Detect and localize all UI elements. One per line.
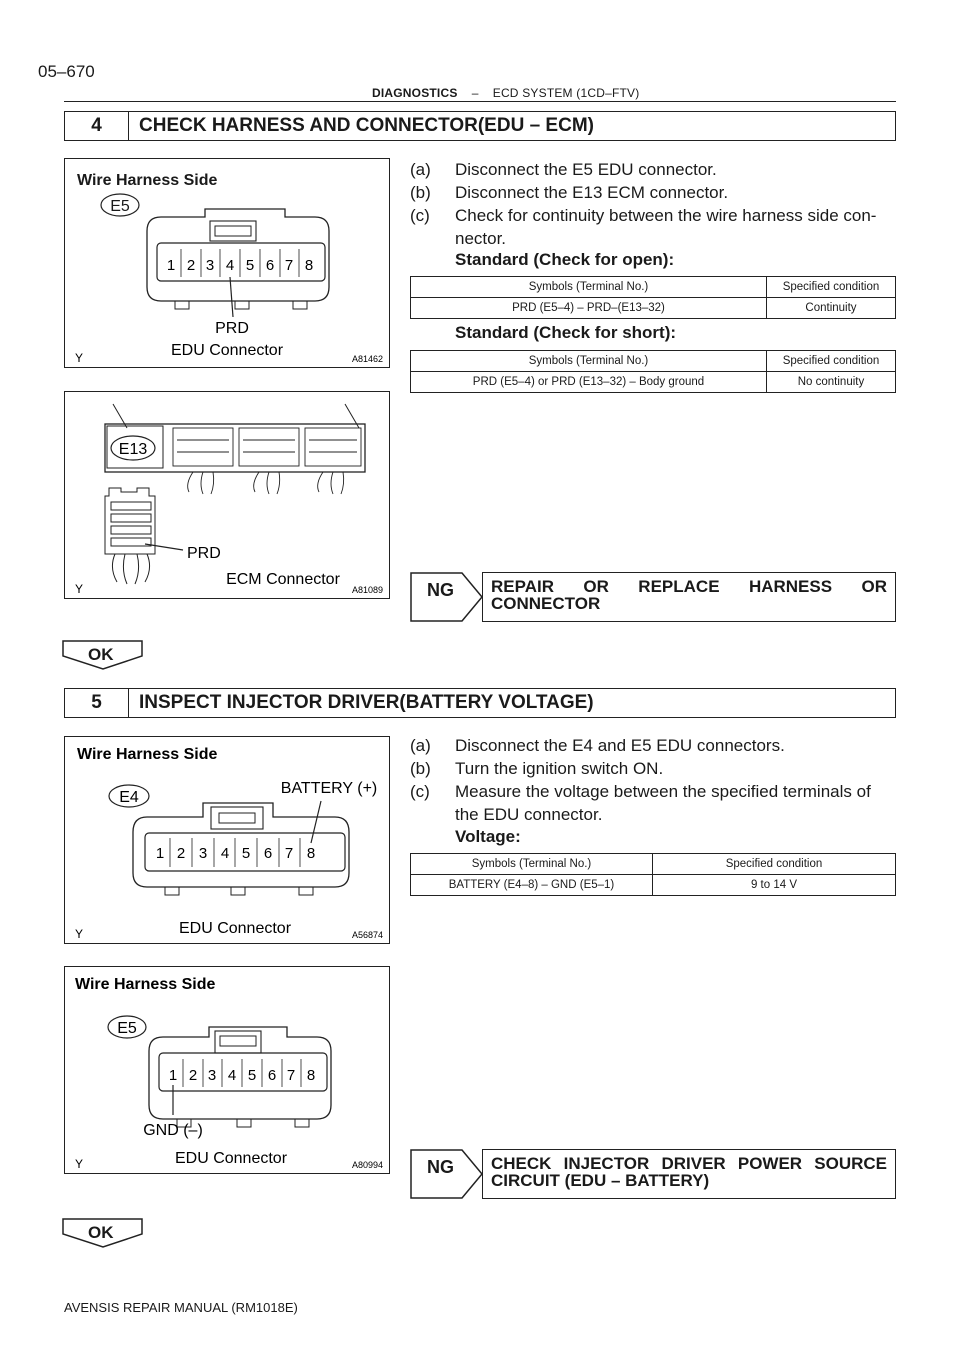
- header-section: DIAGNOSTICS: [372, 86, 458, 100]
- table-row: [411, 875, 896, 896]
- ng-result-step-5: [410, 1149, 896, 1199]
- ecm-connector-caption: ECM Connector: [226, 571, 340, 588]
- battery-terminal-label: BATTERY (+): [280, 780, 378, 797]
- edu-connector-caption: EDU Connector: [178, 920, 292, 937]
- ng-label: NG: [427, 1157, 454, 1177]
- step-5-instructions: [410, 734, 900, 829]
- pin-6: 6: [265, 257, 275, 274]
- instruction-label: (c): [410, 206, 430, 225]
- edu-connector-e4-diagram: [65, 737, 388, 942]
- table-cell: PRD (E5–4) or PRD (E13–32) – Body ground: [411, 372, 767, 393]
- table-check-short: [410, 350, 896, 393]
- table-voltage: [410, 853, 896, 896]
- ng-word: SOURCE: [814, 1154, 887, 1173]
- edu-connector-e5-diagram: [65, 159, 388, 366]
- instruction-label: (b): [410, 759, 431, 778]
- pin-7: 7: [284, 845, 294, 862]
- column-header: Symbols (Terminal No.): [411, 854, 653, 875]
- ecm-connector-e13-diagram: [65, 392, 388, 597]
- pin-7: 7: [286, 1067, 296, 1084]
- instruction-text: Turn the ignition switch ON.: [455, 759, 664, 778]
- header-subsection: ECD SYSTEM (1CD–FTV): [492, 86, 640, 100]
- instruction-label: (c): [410, 782, 430, 801]
- ng-result-step-4: [410, 572, 896, 622]
- edu-connector-e5-gnd-diagram: [65, 967, 388, 1172]
- column-header: Specified condition: [653, 854, 896, 875]
- ng-action-box: [482, 1149, 896, 1199]
- prd-terminal-label: PRD: [215, 320, 249, 337]
- connector-id-e5: E5: [117, 1020, 137, 1037]
- column-header: Symbols (Terminal No.): [411, 351, 767, 372]
- figure-mark: Y: [75, 927, 84, 941]
- header-separator: –: [471, 86, 479, 100]
- figure-mark: Y: [75, 1157, 84, 1171]
- standard-short-heading: Standard (Check for short):: [455, 323, 677, 342]
- ok-result-step-5: [62, 1218, 144, 1253]
- instruction-label: (a): [410, 736, 431, 755]
- figure-edu-connector-e5: [64, 158, 390, 368]
- step-4-title: CHECK HARNESS AND CONNECTOR(EDU – ECM): [139, 115, 594, 136]
- pin-6: 6: [263, 845, 273, 862]
- instruction-label: (a): [410, 160, 431, 179]
- figure-code: A56874: [351, 930, 383, 940]
- step-4-number: 4: [65, 112, 129, 140]
- instruction-text: Disconnect the E13 ECM connector.: [455, 183, 729, 202]
- table-cell: No continuity: [767, 372, 896, 393]
- pin-3: 3: [207, 1067, 217, 1084]
- pin-8: 8: [304, 257, 314, 274]
- figure-mark: Y: [75, 351, 84, 365]
- pin-8: 8: [306, 1067, 316, 1084]
- page-number: 05–670: [38, 62, 95, 81]
- ok-result-step-4: [62, 640, 144, 675]
- table-cell: 9 to 14 V: [653, 875, 896, 896]
- column-header: Specified condition: [767, 277, 896, 298]
- prd-terminal-label-ecm: PRD: [187, 545, 221, 562]
- gnd-terminal-label: GND (–): [143, 1122, 203, 1139]
- instruction-text: Measure the voltage between the specified terminals of: [455, 782, 871, 801]
- standard-open-heading: Standard (Check for open):: [455, 250, 675, 269]
- page-header: [372, 86, 639, 100]
- instruction-b: [410, 181, 900, 204]
- table-row: [411, 298, 896, 319]
- ng-word: POWER: [737, 1154, 803, 1173]
- edu-connector-caption: EDU Connector: [170, 342, 284, 359]
- connector-id-e13: E13: [118, 441, 148, 458]
- pin-3: 3: [205, 257, 215, 274]
- figure-mark: Y: [75, 582, 84, 596]
- pin-5: 5: [241, 845, 251, 862]
- table-cell: BATTERY (E4–8) – GND (E5–1): [411, 875, 653, 896]
- ng-word: OR: [861, 577, 887, 596]
- column-header: Symbols (Terminal No.): [411, 277, 767, 298]
- figure-code: A81089: [351, 585, 383, 595]
- table-header-row: [411, 854, 896, 875]
- step-5-header: [64, 688, 896, 718]
- ng-action-box: [482, 572, 896, 622]
- instruction-a: [410, 734, 900, 757]
- table-cell: PRD (E5–4) – PRD–(E13–32): [411, 298, 767, 319]
- figure-code: A81462: [351, 354, 383, 364]
- figure-edu-connector-e4: [64, 736, 390, 944]
- ok-label: OK: [88, 1223, 114, 1242]
- connector-id-e4: E4: [119, 789, 139, 806]
- ng-label: NG: [427, 580, 454, 600]
- edu-connector-caption: EDU Connector: [174, 1150, 288, 1167]
- pin-5: 5: [245, 257, 255, 274]
- ok-label: OK: [88, 645, 114, 664]
- instruction-c: [410, 204, 900, 250]
- ng-word: INJECTOR: [563, 1154, 650, 1173]
- ng-action-line-2: CIRCUIT (EDU – BATTERY): [491, 1171, 710, 1190]
- wire-harness-side-label: Wire Harness Side: [77, 746, 218, 763]
- table-cell: Continuity: [767, 298, 896, 319]
- pin-2: 2: [176, 845, 186, 862]
- instruction-text: Disconnect the E5 EDU connector.: [455, 160, 717, 179]
- step-4-header: [64, 111, 896, 141]
- pin-4: 4: [225, 257, 235, 274]
- figure-code: A80994: [351, 1160, 383, 1170]
- instruction-a: [410, 158, 900, 181]
- ng-word: REPLACE: [638, 577, 720, 596]
- column-header: Specified condition: [767, 351, 896, 372]
- ng-action-line-2: CONNECTOR: [491, 594, 601, 613]
- instruction-c: [410, 780, 900, 826]
- ng-word: HARNESS: [748, 577, 833, 596]
- instruction-text-cont: the EDU connector.: [455, 805, 603, 824]
- instruction-text: Disconnect the E4 and E5 EDU connectors.: [455, 736, 785, 755]
- table-check-open: [410, 276, 896, 319]
- ng-word: REPAIR: [491, 577, 554, 596]
- pin-1: 1: [155, 845, 165, 862]
- wire-harness-side-label: Wire Harness Side: [75, 976, 216, 993]
- instruction-text-cont: nector.: [455, 229, 507, 248]
- instruction-b: [410, 757, 900, 780]
- page-footer: AVENSIS REPAIR MANUAL (RM1018E): [64, 1300, 298, 1315]
- ng-word: OR: [583, 577, 609, 596]
- figure-ecm-connector-e13: [64, 391, 390, 599]
- instruction-label: (b): [410, 183, 431, 202]
- connector-id-e5: E5: [110, 198, 130, 215]
- pin-3: 3: [198, 845, 208, 862]
- table-header-row: [411, 277, 896, 298]
- header-rule: [64, 101, 896, 102]
- step-5-title: INSPECT INJECTOR DRIVER(BATTERY VOLTAGE): [139, 692, 594, 713]
- pin-2: 2: [188, 1067, 198, 1084]
- pin-row: [167, 249, 313, 277]
- pin-6: 6: [267, 1067, 277, 1084]
- instruction-text: Check for continuity between the wire harness side con-: [455, 206, 877, 225]
- pin-4: 4: [220, 845, 230, 862]
- pin-8: 8: [306, 845, 316, 862]
- pin-1: 1: [168, 1067, 178, 1084]
- ng-word: CHECK: [491, 1154, 552, 1173]
- pin-5: 5: [247, 1067, 257, 1084]
- figure-edu-connector-e5-gnd: [64, 966, 390, 1174]
- table-row: [411, 372, 896, 393]
- pin-2: 2: [186, 257, 196, 274]
- voltage-heading: Voltage:: [455, 827, 521, 846]
- wire-harness-side-label: Wire Harness Side: [77, 172, 218, 189]
- step-5-number: 5: [65, 689, 129, 717]
- ng-word: DRIVER: [661, 1154, 726, 1173]
- pin-7: 7: [284, 257, 294, 274]
- table-header-row: [411, 351, 896, 372]
- pin-4: 4: [227, 1067, 237, 1084]
- pin-1: 1: [166, 257, 176, 274]
